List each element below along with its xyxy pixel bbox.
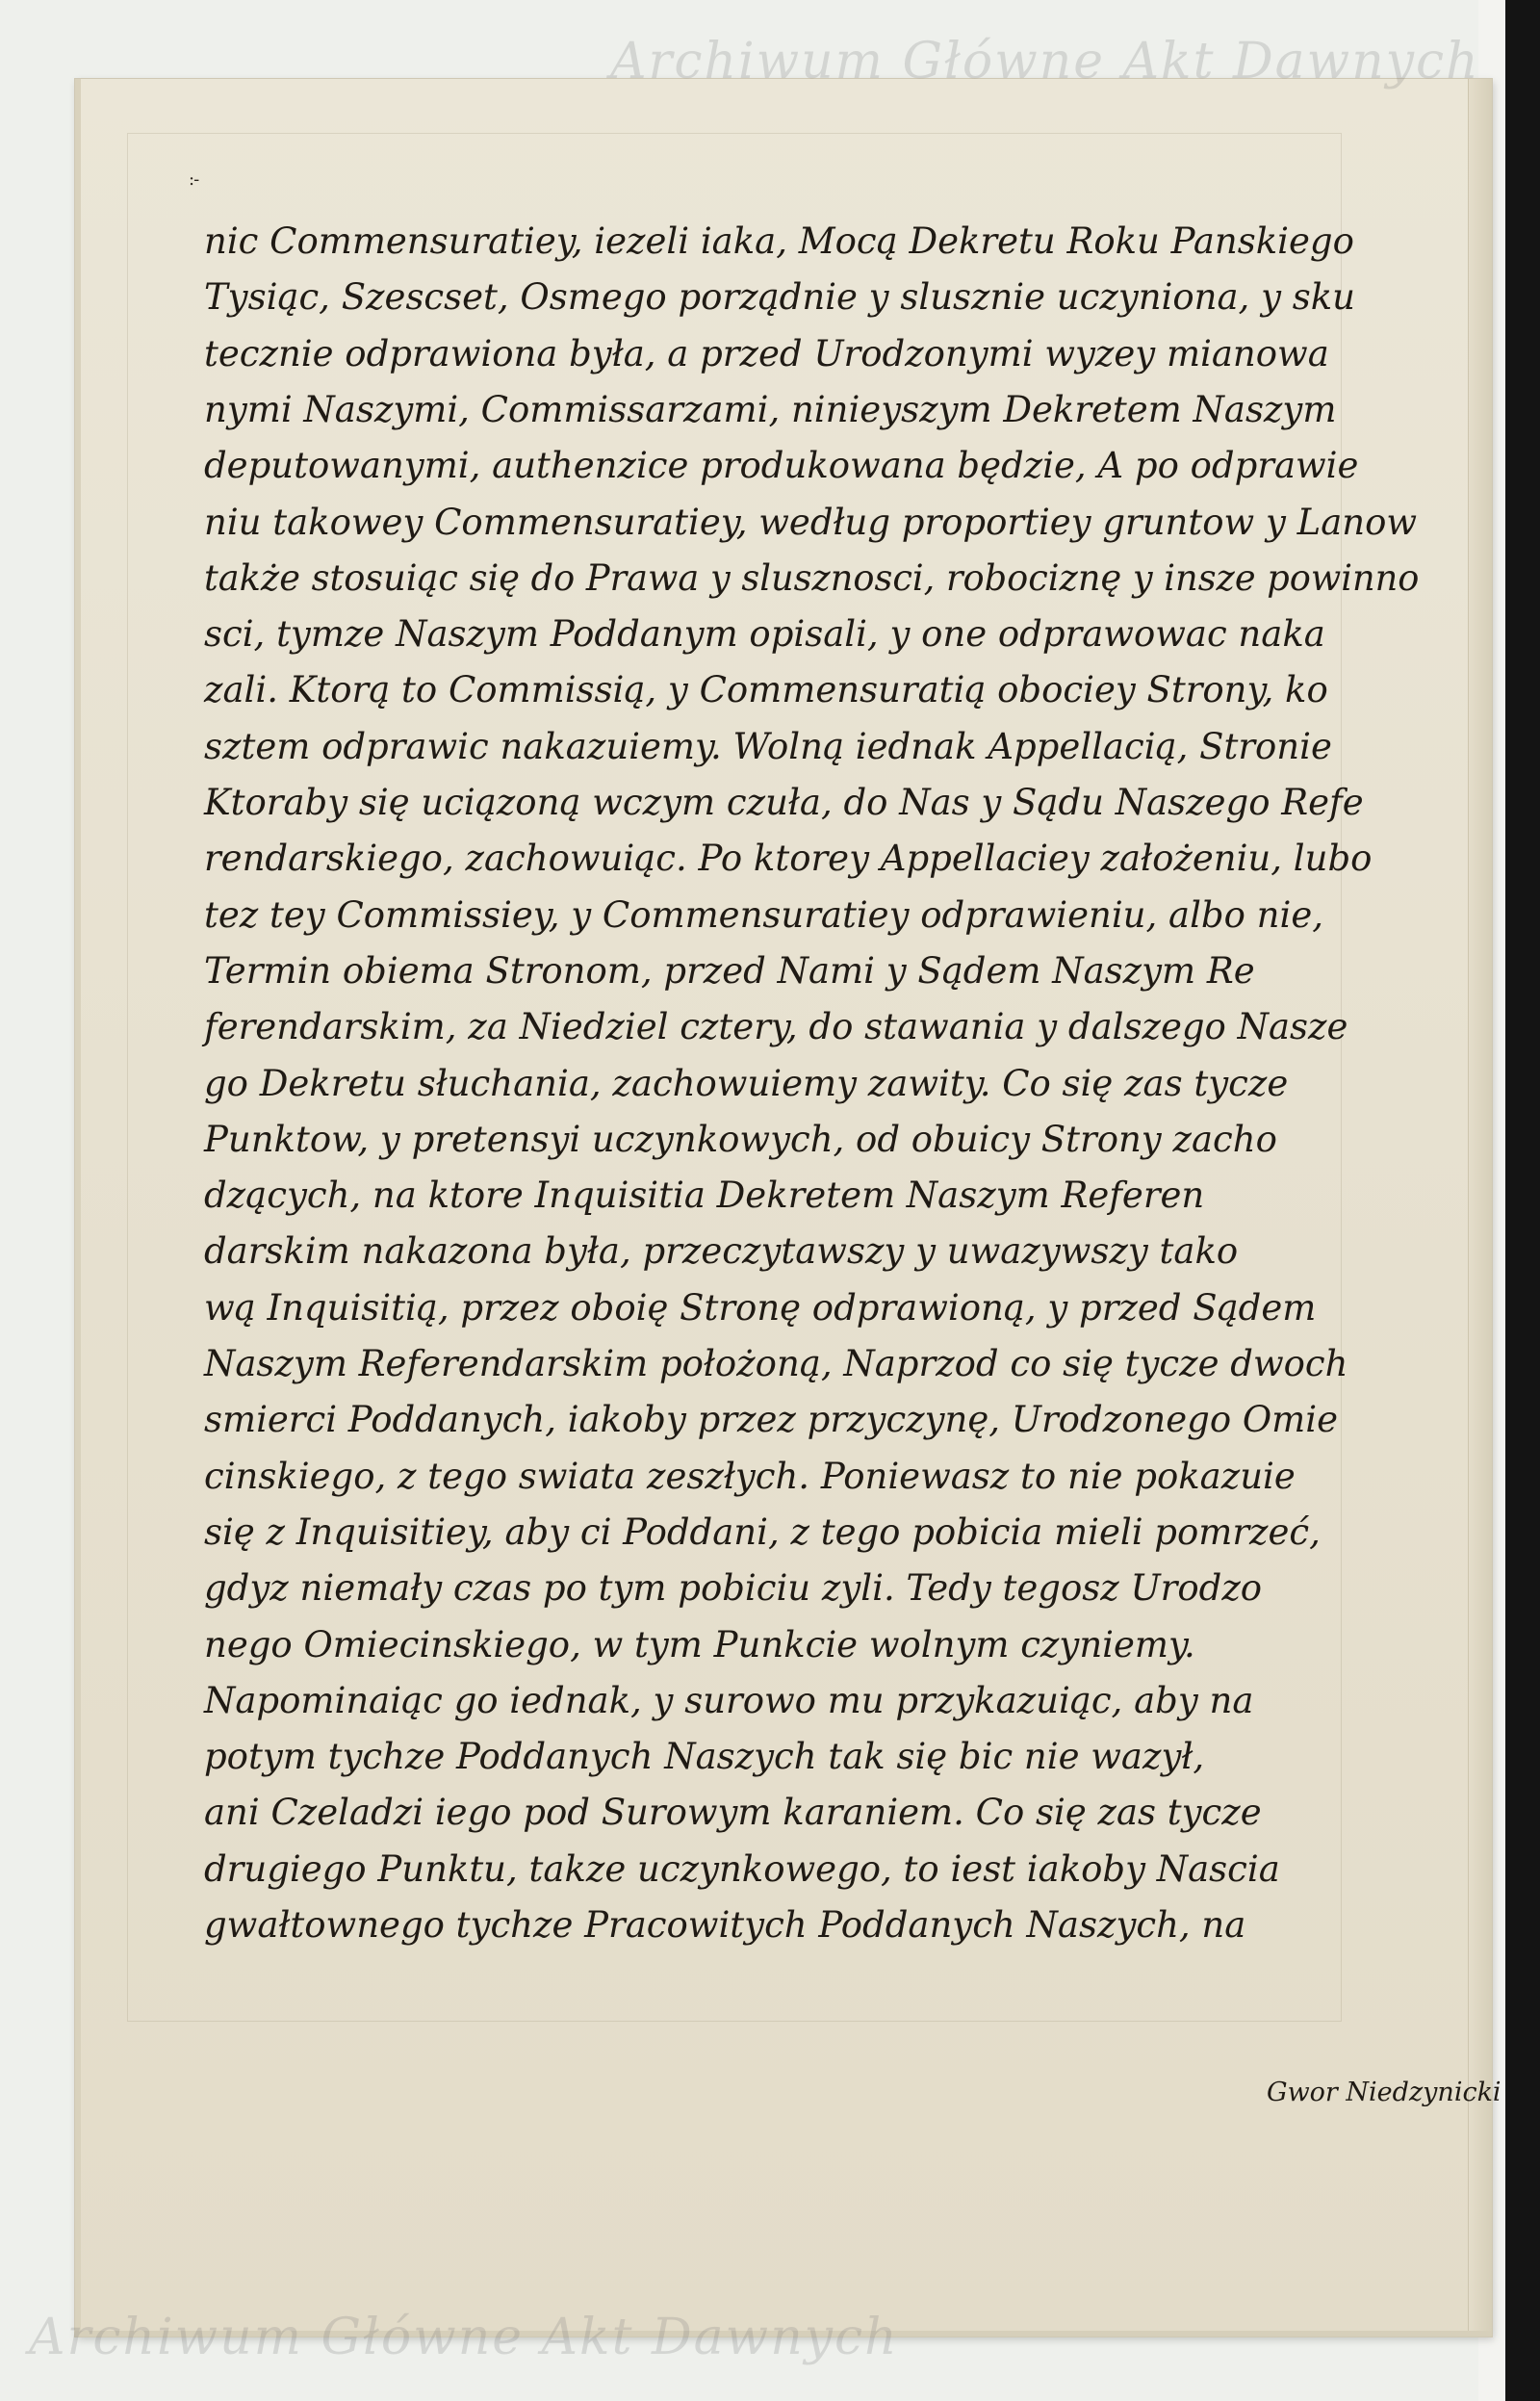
manuscript-line: Napominaiąc go iednak, y surowo mu przykazuiąc, aby na [204,1680,1254,1721]
manuscript-line: także stosuiąc się do Prawa y slusznosci, robociznę y insze powinno [204,557,1420,599]
manuscript-line: się z Inquisitiey, aby ci Poddani, z tego pobicia mieli pomrzeć, [204,1511,1321,1553]
page-edge-left [75,79,81,2336]
manuscript-line: gdyz niemały czas po tym pobiciu zyli. Tedy tegosz Urodzo [204,1567,1263,1609]
manuscript-line: Termin obiema Stronom, przed Nami y Sądem Naszym Re [204,950,1255,992]
manuscript-line: dzących, na ktore Inquisitia Dekretem Naszym Referen [204,1175,1205,1216]
watermark-bottom: Archiwum Główne Akt Dawnych [29,2309,899,2366]
manuscript-line: rendarskiego, zachowuiąc. Po ktorey Appellaciey założeniu, lubo [204,838,1373,879]
manuscript-line: drugiego Punktu, takze uczynkowego, to iest iakoby Nascia [204,1848,1280,1890]
manuscript-line: niu takowey Commensuratiey, według proportiey gruntow y Lanow [204,502,1418,543]
manuscript-line: gwałtownego tychze Pracowitych Poddanych Naszych, na [204,1904,1246,1946]
manuscript-line: tez tey Commissiey, y Commensuratiey odprawieniu, albo nie, [204,894,1323,936]
manuscript-line: ferendarskim, za Niedziel cztery, do stawania y dalszego Nasze [204,1006,1348,1047]
watermark-top: Archiwum Główne Akt Dawnych [610,33,1480,90]
manuscript-line: Ktoraby się uciązoną wczym czuła, do Nas y Sądu Naszego Refe [204,782,1364,823]
manuscript-line: potym tychze Poddanych Naszych tak się bic nie wazył, [204,1736,1205,1777]
manuscript-line: tecznie odprawiona była, a przed Urodzonymi wyzey mianowa [204,333,1329,374]
manuscript-line: Punktow, y pretensyi uczynkowych, od obuicy Strony zacho [204,1119,1277,1160]
manuscript-line: cinskiego, z tego swiata zeszłych. Poniewasz to nie pokazuie [204,1456,1296,1497]
manuscript-line: go Dekretu słuchania, zachowuiemy zawity. Co się zas tycze [204,1063,1289,1104]
manuscript-line: Naszym Referendarskim położoną, Naprzod co się tycze dwoch [204,1343,1348,1384]
manuscript-line: smierci Poddanych, iakoby przez przyczynę, Urodzonego Omie [204,1399,1339,1440]
manuscript-line: deputowanymi, authenzice produkowana będzie, A po odprawie [204,445,1359,486]
manuscript-line: wą Inquisitią, przez oboię Stronę odprawioną, y przed Sądem [204,1287,1317,1329]
manuscript-line: darskim nakazona była, przeczytawszy y uwazywszy tako [204,1230,1239,1272]
binding-strip [1505,0,1540,2401]
manuscript-line: sztem odprawic nakazuiemy. Wolną iednak Appellacią, Stronie [204,726,1332,767]
manuscript-line: nic Commensuratiey, iezeli iaka, Mocą Dekretu Roku Panskiego [204,220,1354,262]
manuscript-line: ani Czeladzi iego pod Surowym karaniem. Co się zas tycze [204,1792,1262,1833]
manuscript-line: zali. Ktorą to Commissią, y Commensuratią obociey Strony, ko [204,669,1328,710]
manuscript-line: sci, tymze Naszym Poddanym opisali, y one odprawowac naka [204,613,1325,655]
manuscript-line: nego Omiecinskiego, w tym Punkcie wolnym czyniemy. [204,1624,1195,1665]
page-edge-right [1468,79,1492,2336]
manuscript-line: Tysiąc, Szescset, Osmego porządnie y slusznie uczyniona, y sku [204,276,1355,318]
manuscript-line: nymi Naszymi, Commissarzami, ninieyszym Dekretem Naszym [204,389,1337,430]
page-mark: :- [189,169,199,190]
signature: Gwor Niedzynicki [1267,2078,1502,2107]
